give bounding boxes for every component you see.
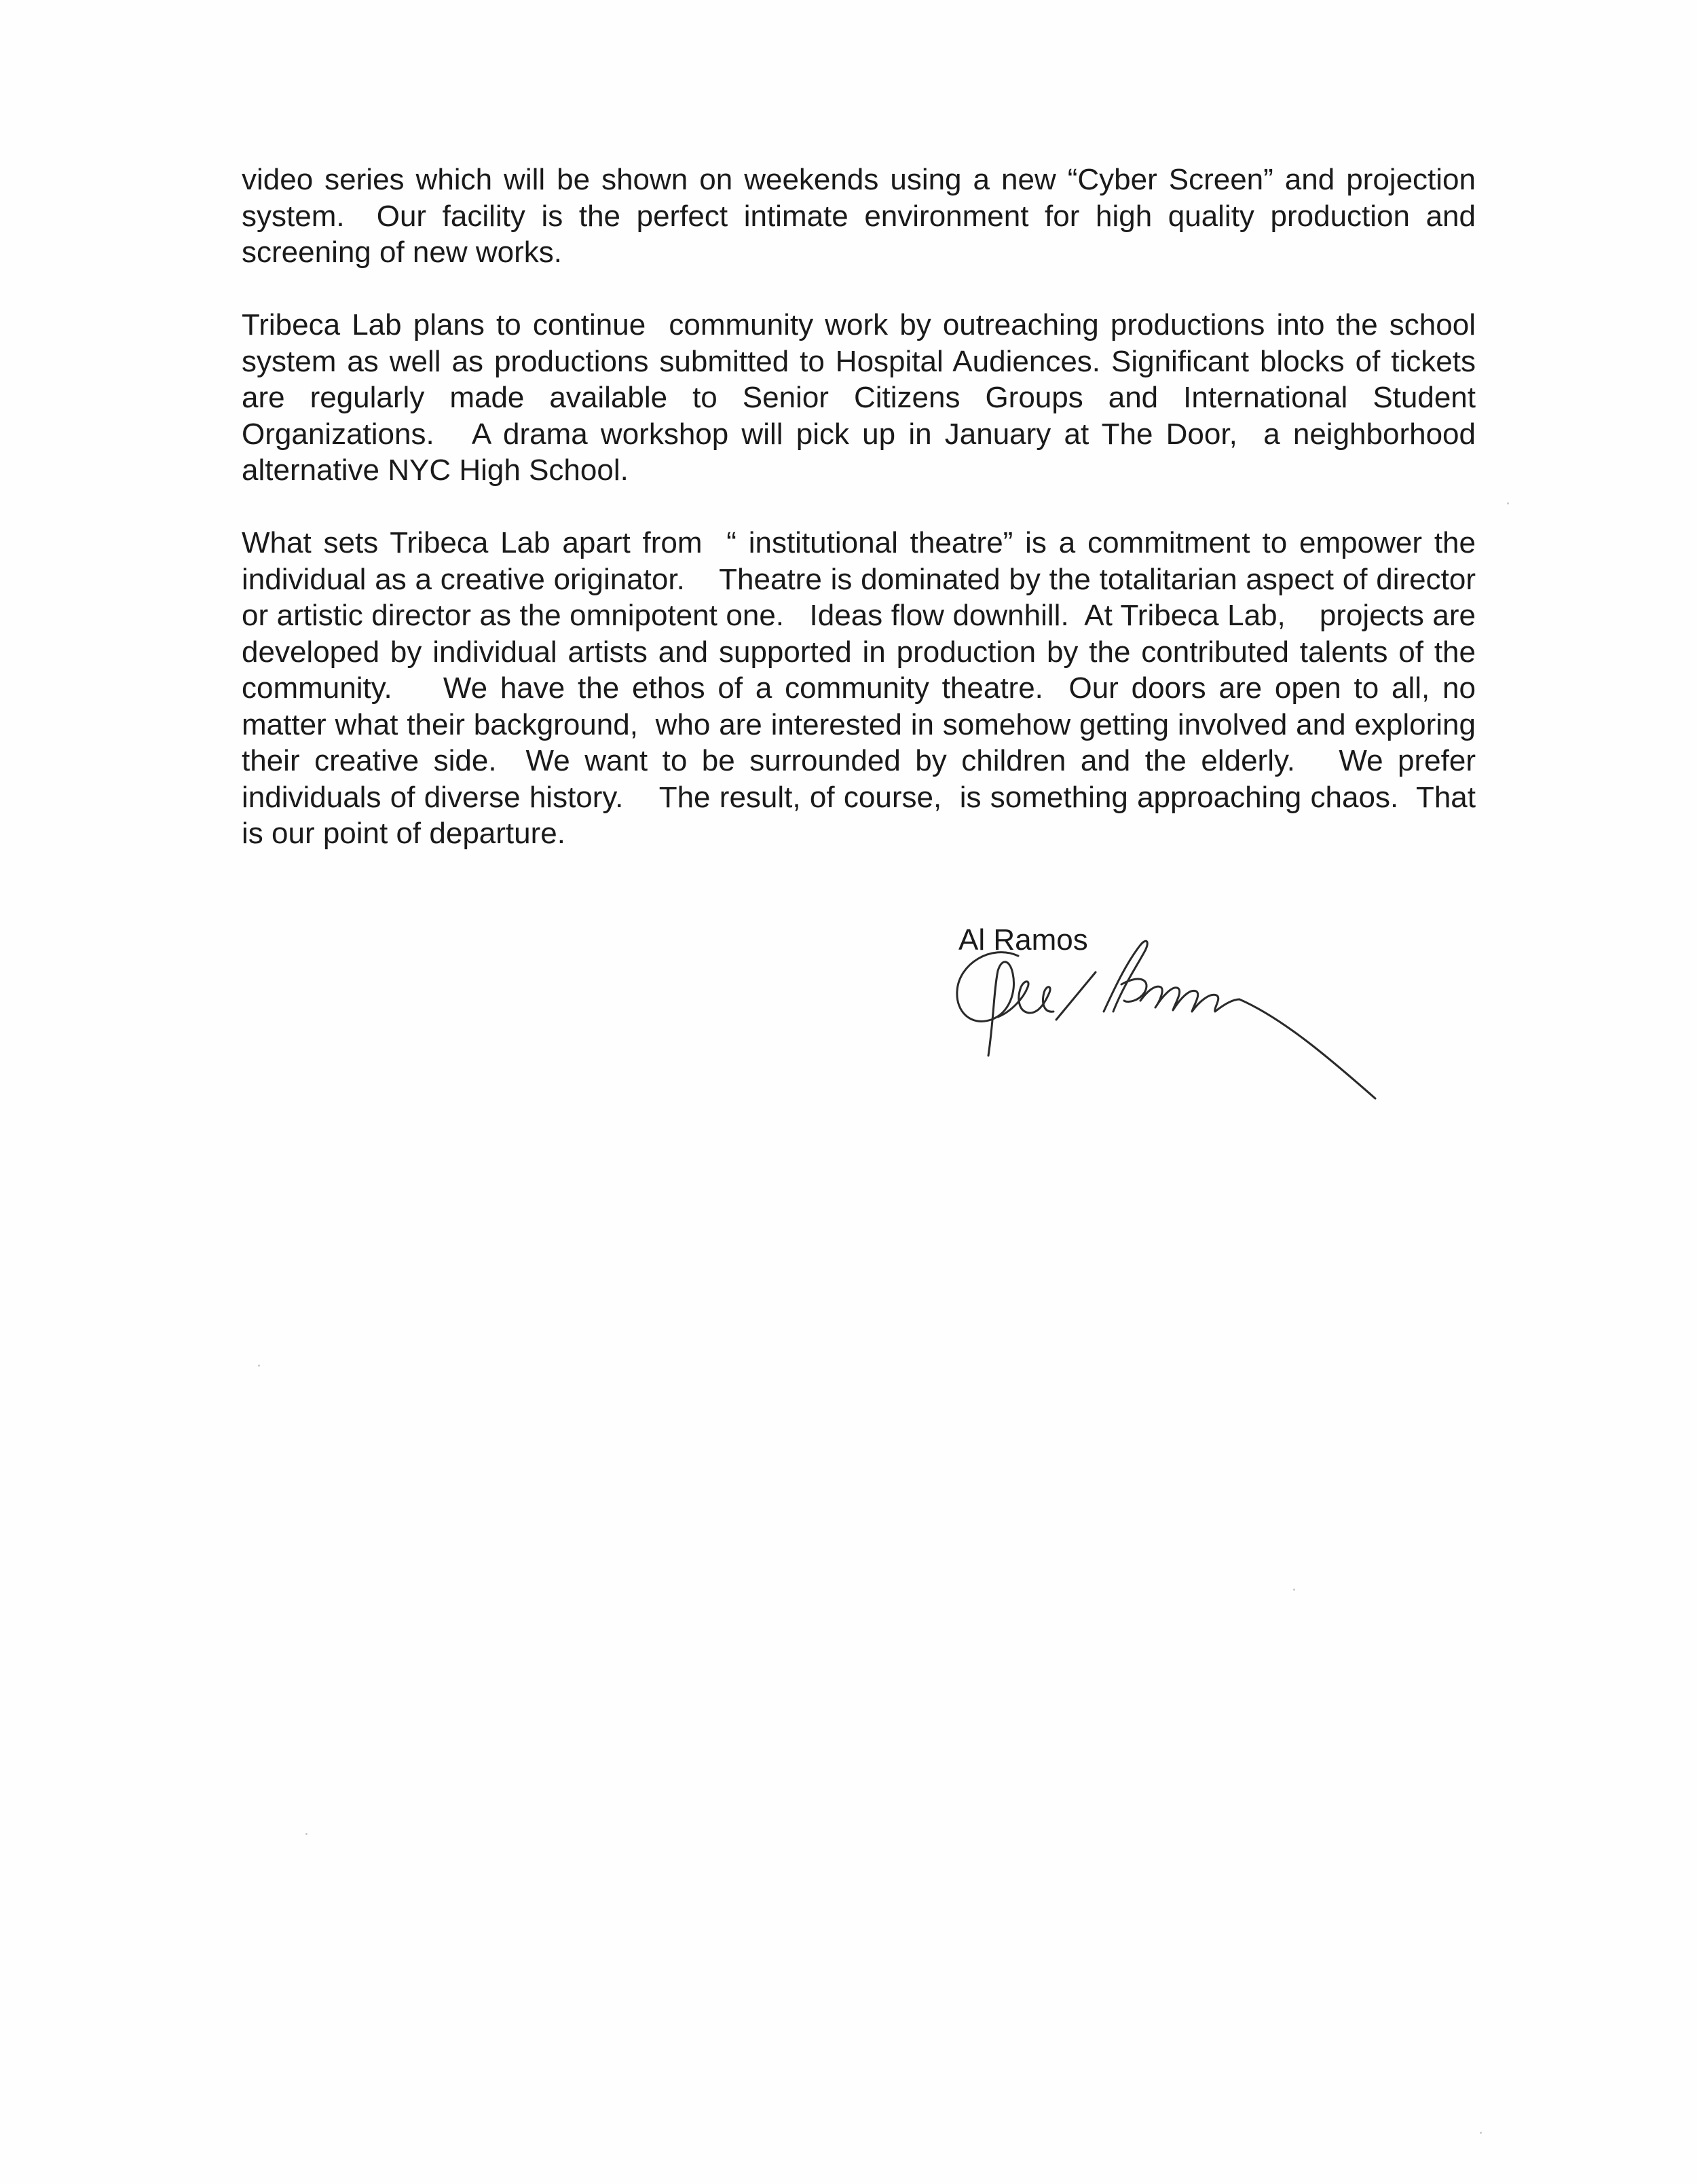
scan-speck (1293, 1589, 1295, 1591)
scan-speck (258, 1365, 260, 1367)
scan-speck (1507, 502, 1509, 504)
signer-name: Al Ramos (958, 923, 1088, 957)
handwritten-signature (944, 917, 1432, 1147)
paragraph-community-work: Tribeca Lab plans to continue community work by outreaching productions into the school system as well as productions submitted to Hospital Audiences. Significant blocks of tickets are regularly made available to Senior Citizens Groups and International Student Organizations. A drama workshop will pick up in January at The Door, a neighborhood alternative NYC High School. (242, 308, 1485, 487)
scan-speck (1480, 2132, 1482, 2134)
paragraph-mission: What sets Tribeca Lab apart from “ institutional theatre” is a commitment to empower the individual as a creative originator. Theatre is dominated by the totalitarian aspect of director or artistic director as the omnipotent one. Ideas flow downhill. At Tribeca Lab, projects are developed by individual artists and supported in production by the contributed talents of the community. We have the ethos of a community theatre. Our doors are open to all, no matter what their background, who are interested in somehow getting involved and exploring their creative side. We want to be surrounded by children and the elderly. We prefer individuals of diverse history. The result, of course, is something approaching chaos. That is our point of departure. (242, 526, 1485, 850)
paragraph-video-series: video series which will be shown on weekends using a new “Cyber Screen” and projection system. Our facility is the perfect intimate environment for high quality production and screening of new works. (242, 163, 1485, 269)
letter-body (242, 162, 1485, 888)
scan-speck (305, 1833, 307, 1835)
